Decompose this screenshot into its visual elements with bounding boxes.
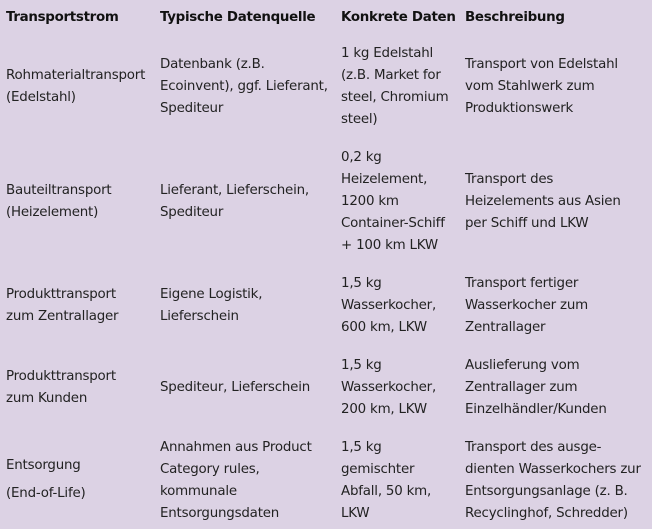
- table-cell-konkrete-daten: 1,5 kg Wasserkocher, 600 km, LKW: [341, 276, 437, 335]
- header-datenquelle: Typische Datenquelle: [160, 10, 316, 25]
- table-cell-transportstrom: Rohmaterialtransport (Edelstahl): [6, 68, 146, 105]
- table-cell-datenquelle: Annahmen aus Product Category rules, kommunale Entsorgungsdaten: [160, 440, 312, 521]
- table-cell-konkrete-daten: 1,5 kg Wasserkocher, 200 km, LKW: [341, 358, 437, 417]
- table-cell-transportstrom: Produkttransport zum Zentrallager: [6, 287, 119, 324]
- header-beschreibung: Beschreibung: [465, 10, 565, 25]
- table-cell-beschreibung: Transport des ausge- dienten Wasserkochers zur Entsorgungsanlage (z. B. Recyclinghof, Schredder): [465, 440, 641, 521]
- table-cell-beschreibung: Transport des Heizelements aus Asien per Schiff und LKW: [465, 172, 621, 231]
- table-cell-konkrete-daten: 1,5 kg gemischter Abfall, 50 km, LKW: [341, 440, 432, 521]
- table-cell-transportstrom: Bauteiltransport (Heizelement): [6, 183, 112, 220]
- table-cell-transportstrom: Entsorgung (End-of-Life): [6, 458, 86, 501]
- table-cell-beschreibung: Auslieferung vom Zentrallager zum Einzelhändler/Kunden: [465, 358, 607, 417]
- table-cell-datenquelle: Lieferant, Lieferschein, Spediteur: [160, 183, 309, 220]
- header-konkrete-daten: Konkrete Daten: [341, 10, 456, 25]
- table-cell-datenquelle: Spediteur, Lieferschein: [160, 380, 311, 395]
- table-cell-beschreibung: Transport von Edelstahl vom Stahlwerk zum Produktionswerk: [465, 57, 618, 116]
- header-transportstrom: Transportstrom: [6, 10, 119, 25]
- table-cell-konkrete-daten: 1 kg Edelstahl (z.B. Market for steel, Chromium steel): [341, 46, 449, 127]
- table-cell-transportstrom: Produkttransport zum Kunden: [6, 369, 116, 406]
- table-cell-konkrete-daten: 0,2 kg Heizelement, 1200 km Container-Schiff + 100 km LKW: [341, 150, 445, 253]
- table-cell-beschreibung: Transport fertiger Wasserkocher zum Zentrallager: [465, 276, 588, 335]
- table-cell-datenquelle: Eigene Logistik, Lieferschein: [160, 287, 263, 324]
- table-cell-datenquelle: Datenbank (z.B. Ecoinvent), ggf. Lieferant, Spediteur: [160, 57, 328, 116]
